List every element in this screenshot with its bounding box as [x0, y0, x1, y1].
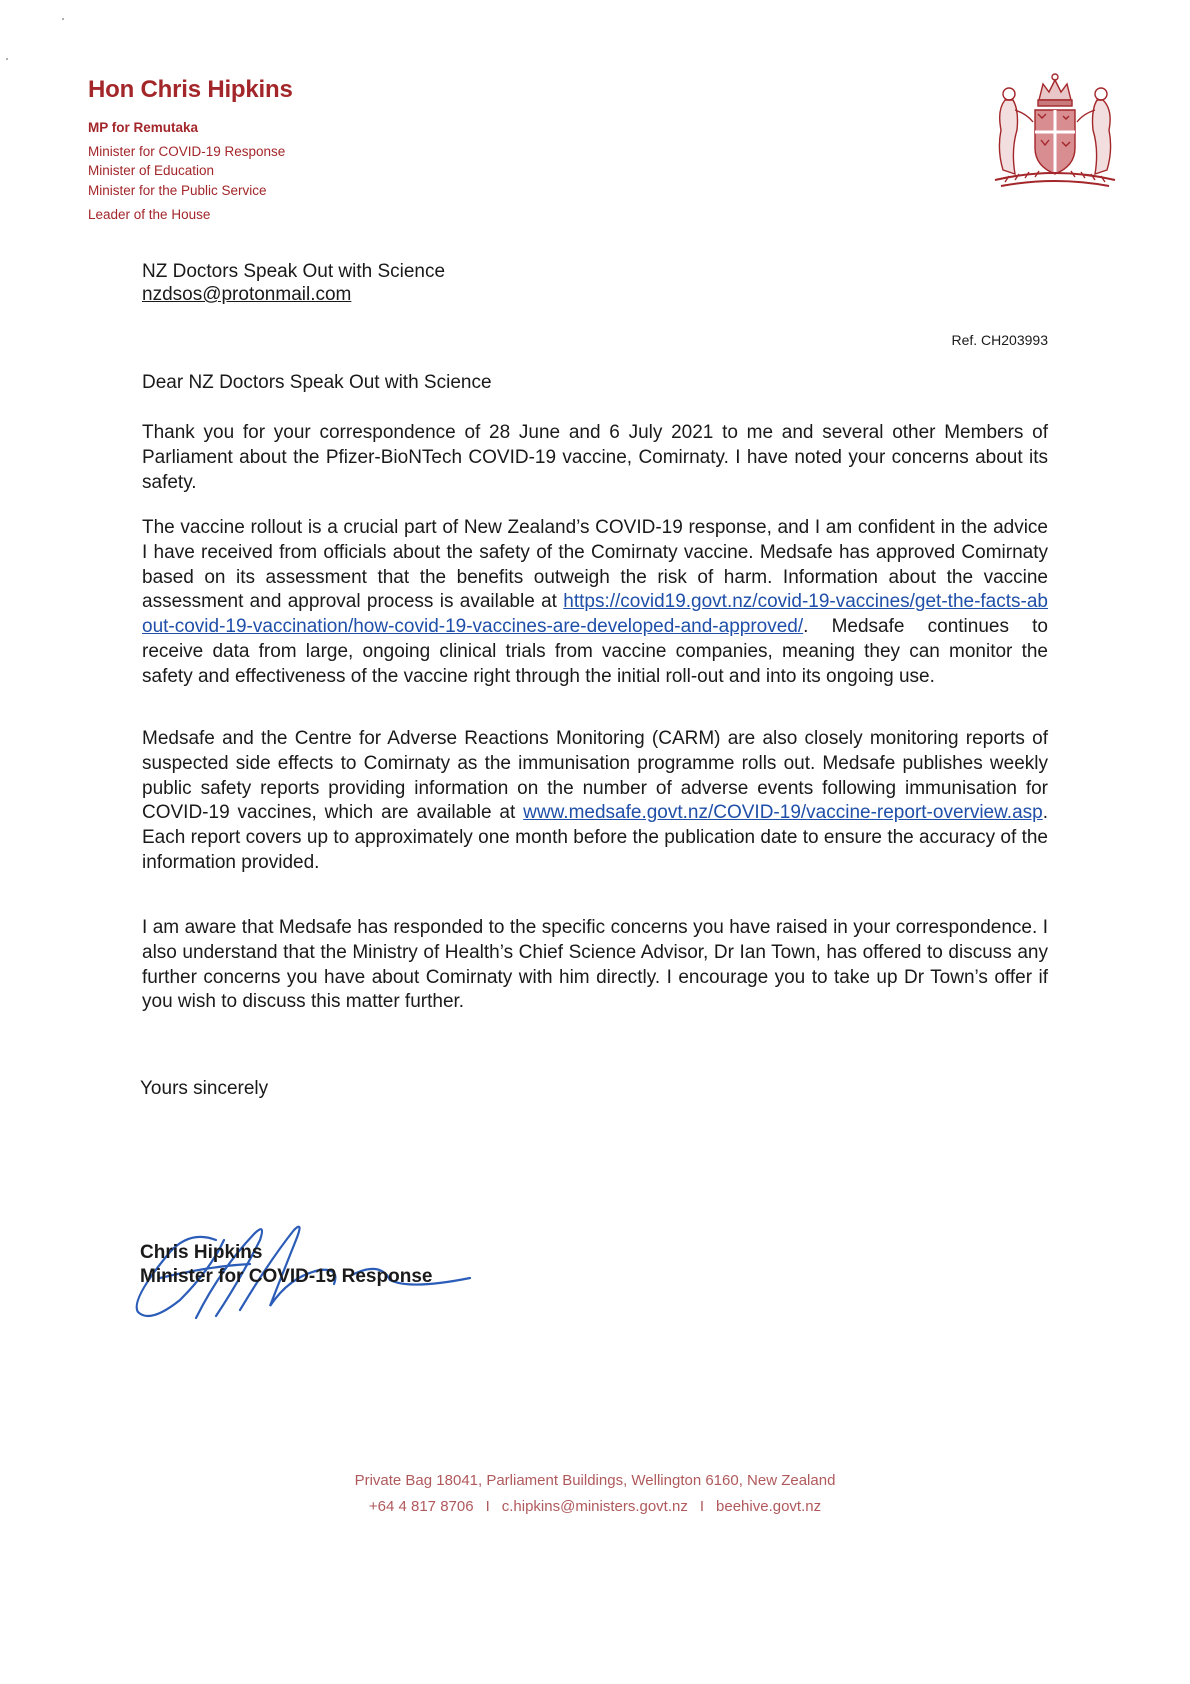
signatory-name: Chris Hipkins — [140, 1242, 263, 1263]
scan-speck — [62, 18, 64, 20]
paragraph-1: Thank you for your correspondence of 28 June and 6 July 2021 to me and several other Members of Parliament about the Pfizer-BioNTech COVID-19 vaccine, Comirnaty. I have noted your concerns about its safety. — [142, 422, 1048, 493]
letterhead-leader: Leader of the House — [88, 207, 211, 222]
letterhead-role: Minister for the Public Service — [88, 183, 267, 198]
recipient-email-link[interactable]: nzdsos@protonmail.com — [142, 284, 352, 305]
footer-email-link[interactable]: c.hipkins@ministers.govt.nz — [501, 1498, 688, 1515]
closing: Yours sincerely — [140, 1078, 269, 1099]
recipient-name: NZ Doctors Speak Out with Science — [142, 261, 446, 282]
paragraph-3-text: Medsafe and the Centre for Adverse Reactions Monitoring (CARM) are also closely monitoring reports of suspected side effects to Comirnaty as the immunisation programme rolls out. Medsafe publishes weekly public safety reports providing information on the number of adverse events following immunisation for COVID-19 vaccines, which are available at — [142, 728, 1048, 824]
footer-separator: I — [485, 1498, 490, 1515]
paragraph-2-text: . Medsafe continues to receive data from large, ongoing clinical trials from vaccine companies, meaning they can monitor the safety and effectiveness of the vaccine right through the initial roll-out and into its ongoing use. — [142, 616, 1048, 687]
paragraph-2-text: The vaccine rollout is a crucial part of New Zealand’s COVID-19 response, and I am confident in the advice I have received from officials about the safety of the Comirnaty vaccine. Medsafe has approved Comirnaty based on its assessment that the benefits outweigh the risk of harm. Information about the vaccine assessment and approval process is available at — [142, 517, 1048, 613]
footer-phone: +64 4 817 8706 — [368, 1498, 474, 1515]
footer-separator: I — [699, 1498, 705, 1515]
footer-address: Private Bag 18041, Parliament Buildings, Wellington 6160, New Zealand — [354, 1472, 836, 1489]
letterhead-name: Hon Chris Hipkins — [88, 76, 293, 103]
signatory-title: Minister for COVID-19 Response — [140, 1266, 433, 1287]
reference-number: Ref. CH203993 — [951, 332, 1048, 348]
paragraph-3 — [142, 727, 1048, 876]
scan-speck — [6, 58, 8, 60]
letterhead-role: Minister for COVID-19 Response — [88, 144, 286, 159]
letterhead-role: Minister of Education — [88, 163, 215, 178]
footer-contact — [0, 1498, 1190, 1515]
paragraph-4: I am aware that Medsafe has responded to the specific concerns you have raised in your correspondence. I also understand that the Ministry of Health’s Chief Science Advisor, Dr Ian Town, has offered to discuss any further concerns you have about Comirnaty with him directly. I encourage you to take up Dr Town’s offer if you wish to discuss this matter further. — [142, 917, 1048, 1013]
medsafe-report-link[interactable]: www.medsafe.govt.nz/COVID-19/vaccine-report-overview.asp — [523, 802, 1043, 824]
covid19-govt-link[interactable]: https://covid19.govt.nz/covid-19-vaccines/get-the-facts-about-covid-19-vaccination/how-covid-19-vaccines-are-developed-and-approved/ — [142, 591, 1048, 638]
nz-coat-of-arms-icon — [975, 70, 1135, 194]
footer-website-link[interactable]: beehive.govt.nz — [716, 1498, 822, 1515]
salutation: Dear NZ Doctors Speak Out with Science — [142, 372, 492, 393]
paragraph-2 — [142, 516, 1048, 690]
letterhead-electorate: MP for Remutaka — [88, 120, 199, 135]
handwritten-signature — [120, 1200, 510, 1330]
paragraph-3-text: . Each report covers up to approximately one month before the publication date to ensure the accuracy of the information provided. — [142, 802, 1048, 873]
